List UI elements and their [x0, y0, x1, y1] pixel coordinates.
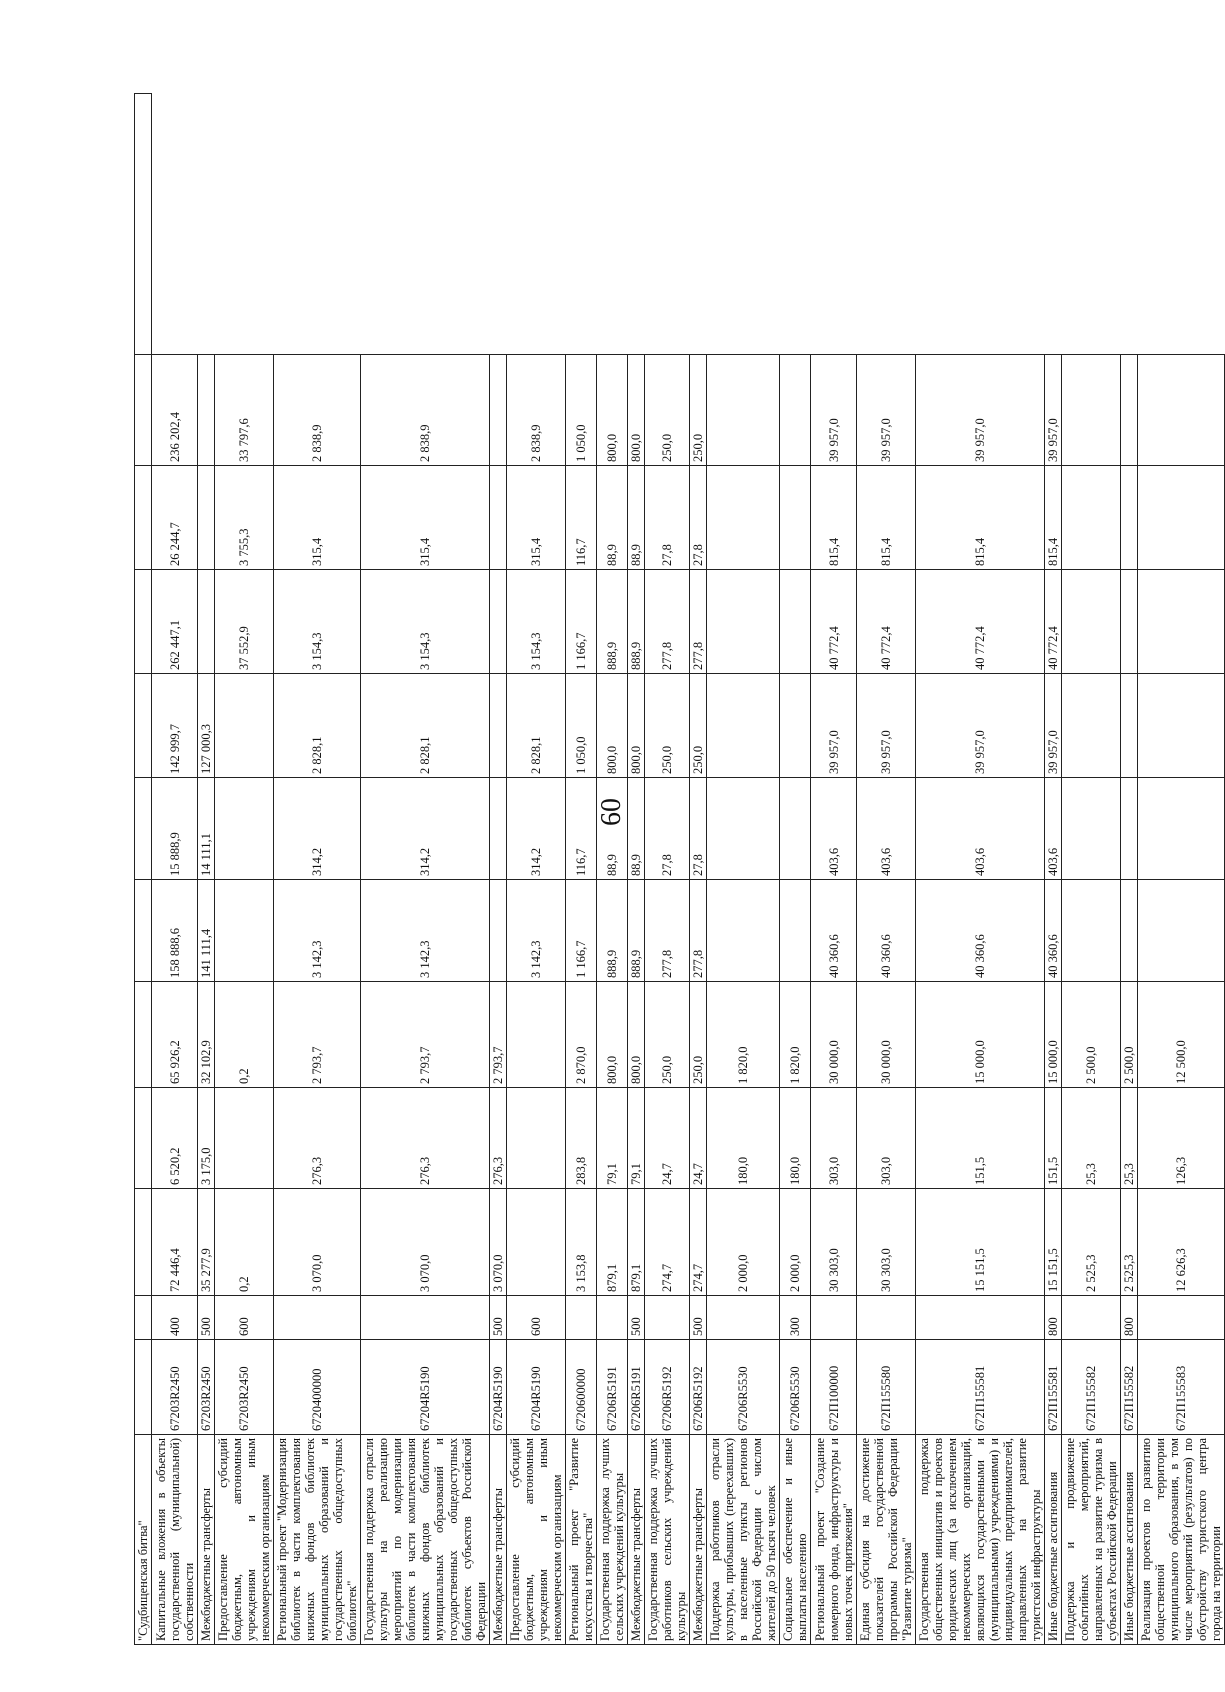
table-body [135, 94, 1225, 1645]
row-value-cell: 800,0 [628, 355, 645, 466]
row-value-cell: 815,4 [857, 466, 916, 570]
row-value-cell: 403,6 [916, 778, 1045, 880]
row-value-cell: 276,3 [274, 1088, 361, 1189]
row-value-cell: 72 446,4 [152, 1189, 198, 1296]
row-value-cell: 3 070,0 [490, 1189, 507, 1296]
row-value-cell: 2 525,3 [1062, 1189, 1121, 1296]
row-code-cell: 67206R5530 [707, 1340, 780, 1435]
row-value-cell [135, 1189, 152, 1296]
row-value-cell: 151,5 [1045, 1088, 1062, 1189]
row-value-cell: 25,3 [1062, 1088, 1121, 1189]
row-value-cell: 27,8 [645, 466, 690, 570]
row-name-cell: Государственная поддержка отрасли культуры на реализацию мероприятий по модернизации библиотек в части комплектования книжных фондов библиотек муниципальных образований и государственных общедоступных библиотек субъектов Российской Федерации [361, 1435, 490, 1645]
row-value-cell: 39 957,0 [916, 355, 1045, 466]
row-value-cell: 815,4 [1045, 466, 1062, 570]
row-value-cell [135, 778, 152, 880]
row-value-cell: 314,2 [361, 778, 490, 880]
row-value-cell: 3 142,3 [507, 880, 566, 982]
row-value-cell: 24,7 [645, 1088, 690, 1189]
row-value-cell [1121, 674, 1138, 778]
row-name-cell: Региональный проект "Развитие искусства и творчества" [566, 1435, 597, 1645]
row-value-cell [135, 466, 152, 570]
row-value-cell [1062, 570, 1121, 674]
row-value-cell [490, 880, 507, 982]
table-row [566, 94, 597, 1645]
row-value-cell: 276,3 [361, 1088, 490, 1189]
row-value-cell [1062, 466, 1121, 570]
row-value-cell [1138, 880, 1225, 982]
row-value-cell: 3 142,3 [274, 880, 361, 982]
row-code-cell: 672П155581 [1045, 1340, 1062, 1435]
row-value-cell [780, 880, 811, 982]
row-value-cell: 40 772,4 [1045, 570, 1062, 674]
row-value-cell [215, 1088, 274, 1189]
row-value-cell: 403,6 [811, 778, 857, 880]
row-name-cell: Предоставление субсидий бюджетным, автономным учреждениям и иным некоммерческим организациям [215, 1435, 274, 1645]
row-value-cell [1121, 880, 1138, 982]
row-vr-cell [811, 1296, 857, 1340]
row-name-cell: "Судбищенская битва" [135, 1435, 152, 1645]
row-value-cell: 2 828,1 [361, 674, 490, 778]
row-value-cell: 3 175,0 [198, 1088, 215, 1189]
row-value-cell [490, 778, 507, 880]
row-value-cell: 2 870,0 [566, 982, 597, 1088]
row-vr-cell [597, 1296, 628, 1340]
row-value-cell: 116,7 [566, 778, 597, 880]
row-vr-cell: 500 [690, 1296, 707, 1340]
table-row [507, 94, 566, 1645]
row-value-cell: 30 000,0 [857, 982, 916, 1088]
table-row [690, 94, 707, 1645]
row-value-cell: 88,9 [597, 466, 628, 570]
table-row [811, 94, 857, 1645]
row-code-cell [135, 1340, 152, 1435]
row-value-cell: 39 957,0 [916, 674, 1045, 778]
row-value-cell [135, 570, 152, 674]
row-value-cell: 800,0 [597, 982, 628, 1088]
row-value-cell [1138, 466, 1225, 570]
row-value-cell: 2 500,0 [1121, 982, 1138, 1088]
row-value-cell: 27,8 [690, 466, 707, 570]
row-name-cell: Капитальные вложения в объекты государственной (муниципальной) собственности [152, 1435, 198, 1645]
row-vr-cell [274, 1296, 361, 1340]
row-name-cell: Государственная поддержка лучших сельских учреждений культуры [597, 1435, 628, 1645]
row-value-cell: 1 166,7 [566, 880, 597, 982]
row-value-cell: 30 000,0 [811, 982, 857, 1088]
row-value-cell [707, 674, 780, 778]
row-value-cell: 126,3 [1138, 1088, 1225, 1189]
row-value-cell [215, 778, 274, 880]
row-value-cell: 180,0 [780, 1088, 811, 1189]
row-value-cell: 39 957,0 [857, 355, 916, 466]
row-value-cell [198, 570, 215, 674]
row-value-cell [1121, 778, 1138, 880]
row-value-cell: 12 500,0 [1138, 982, 1225, 1088]
row-value-cell: 250,0 [645, 674, 690, 778]
row-code-cell: 67204R5190 [507, 1340, 566, 1435]
table-row [628, 94, 645, 1645]
table-row [1121, 94, 1138, 1645]
row-value-cell: 250,0 [690, 674, 707, 778]
row-value-cell: 250,0 [645, 355, 690, 466]
row-value-cell: 40 360,6 [916, 880, 1045, 982]
row-value-cell: 30 303,0 [857, 1189, 916, 1296]
row-value-cell: 262 447,1 [152, 570, 198, 674]
row-vr-cell: 300 [780, 1296, 811, 1340]
row-value-cell: 250,0 [690, 355, 707, 466]
table-row [645, 94, 690, 1645]
row-vr-cell [707, 1296, 780, 1340]
row-value-cell [490, 570, 507, 674]
row-value-cell: 40 360,6 [811, 880, 857, 982]
row-value-cell [707, 778, 780, 880]
row-code-cell: 67203R2450 [152, 1340, 198, 1435]
row-value-cell: 1 050,0 [566, 355, 597, 466]
row-value-cell [507, 1088, 566, 1189]
row-value-cell [707, 466, 780, 570]
row-value-cell: 27,8 [690, 778, 707, 880]
row-value-cell: 274,7 [645, 1189, 690, 1296]
row-value-cell: 3 154,3 [361, 570, 490, 674]
row-value-cell: 879,1 [597, 1189, 628, 1296]
row-value-cell: 65 926,2 [152, 982, 198, 1088]
row-value-cell [1121, 355, 1138, 466]
row-value-cell: 180,0 [707, 1088, 780, 1189]
row-vr-cell: 800 [1045, 1296, 1062, 1340]
row-value-cell: 888,9 [597, 570, 628, 674]
row-vr-cell [857, 1296, 916, 1340]
row-name-cell: Предоставление субсидий бюджетным, автономным учреждениям и иным некоммерческим организациям [507, 1435, 566, 1645]
row-value-cell [198, 466, 215, 570]
row-value-cell [707, 570, 780, 674]
row-value-cell: 800,0 [597, 674, 628, 778]
row-value-cell [1062, 674, 1121, 778]
row-value-cell [780, 674, 811, 778]
row-vr-cell: 800 [1121, 1296, 1138, 1340]
row-code-cell: 672П155581 [916, 1340, 1045, 1435]
row-value-cell: 3 142,3 [361, 880, 490, 982]
row-value-cell: 1 050,0 [566, 674, 597, 778]
row-value-cell: 40 772,4 [857, 570, 916, 674]
row-name-cell: Межбюджетные трансферты [628, 1435, 645, 1645]
row-name-cell: Реализация проектов по развитию общественной территории муниципального образования, в том числе мероприятий (результатов) по обустройству туристского центра города на территории [1138, 1435, 1225, 1645]
table-row [1045, 94, 1062, 1645]
row-value-cell: 151,5 [916, 1088, 1045, 1189]
row-value-cell: 39 957,0 [1045, 674, 1062, 778]
row-value-cell: 15 151,5 [916, 1189, 1045, 1296]
row-value-cell: 403,6 [857, 778, 916, 880]
row-value-cell: 32 102,9 [198, 982, 215, 1088]
row-value-cell: 2 838,9 [361, 355, 490, 466]
row-value-cell: 1 166,7 [566, 570, 597, 674]
row-value-cell: 2 793,7 [361, 982, 490, 1088]
row-value-cell [507, 1189, 566, 1296]
row-value-cell: 15 888,9 [152, 778, 198, 880]
row-value-cell: 2 838,9 [274, 355, 361, 466]
row-value-cell [1062, 778, 1121, 880]
row-value-cell: 2 828,1 [274, 674, 361, 778]
row-value-cell [135, 880, 152, 982]
row-value-cell: 12 626,3 [1138, 1189, 1225, 1296]
row-vr-cell [135, 1296, 152, 1340]
row-value-cell: 88,9 [628, 466, 645, 570]
row-name-cell: Региональный проект "Создание номерного фонда, инфраструктуры и новых точек притяжения" [811, 1435, 857, 1645]
row-value-cell: 236 202,4 [152, 355, 198, 466]
row-value-cell: 142 999,7 [152, 674, 198, 778]
row-code-cell: 672П100000 [811, 1340, 857, 1435]
row-value-cell: 315,4 [274, 466, 361, 570]
row-code-cell: 6720400000 [274, 1340, 361, 1435]
row-value-cell [707, 355, 780, 466]
row-vr-cell [566, 1296, 597, 1340]
row-value-cell: 800,0 [628, 982, 645, 1088]
row-value-cell: 2 000,0 [780, 1189, 811, 1296]
row-vr-cell [1138, 1296, 1225, 1340]
row-value-cell: 277,8 [645, 570, 690, 674]
row-code-cell: 67203R2450 [198, 1340, 215, 1435]
row-value-cell [1062, 880, 1121, 982]
table-row [152, 94, 198, 1645]
row-value-cell [135, 355, 152, 466]
row-vr-cell [645, 1296, 690, 1340]
row-value-cell: 158 888,6 [152, 880, 198, 982]
row-value-cell: 39 957,0 [857, 674, 916, 778]
row-value-cell: 277,8 [690, 570, 707, 674]
row-value-cell: 277,8 [645, 880, 690, 982]
row-value-cell: 25,3 [1121, 1088, 1138, 1189]
row-vr-cell: 500 [628, 1296, 645, 1340]
row-value-cell: 276,3 [490, 1088, 507, 1189]
row-value-cell [1121, 570, 1138, 674]
row-value-cell [780, 466, 811, 570]
table-row [215, 94, 274, 1645]
row-value-cell: 0,2 [215, 982, 274, 1088]
row-vr-cell [361, 1296, 490, 1340]
row-value-cell: 88,9 [628, 778, 645, 880]
row-value-cell: 15 151,5 [1045, 1189, 1062, 1296]
row-value-cell: 39 957,0 [1045, 355, 1062, 466]
row-value-cell: 37 552,9 [215, 570, 274, 674]
table-row [857, 94, 916, 1645]
row-value-cell: 40 772,4 [916, 570, 1045, 674]
row-value-cell [1138, 674, 1225, 778]
row-name-cell: Региональный проект "Модернизация библиотек в части комплектования книжных фондов библиотек муниципальных образований и государственных общедоступных библиотек" [274, 1435, 361, 1645]
row-value-cell: 250,0 [690, 982, 707, 1088]
row-value-cell [135, 1088, 152, 1189]
row-value-cell [198, 355, 215, 466]
row-value-cell: 79,1 [628, 1088, 645, 1189]
row-value-cell: 33 797,6 [215, 355, 274, 466]
row-value-cell: 15 000,0 [1045, 982, 1062, 1088]
row-value-cell: 27,8 [645, 778, 690, 880]
row-value-cell: 815,4 [811, 466, 857, 570]
table-row [274, 94, 361, 1645]
row-value-cell: 24,7 [690, 1088, 707, 1189]
row-code-cell: 672П155582 [1121, 1340, 1138, 1435]
row-value-cell: 1 820,0 [780, 982, 811, 1088]
row-vr-cell: 600 [507, 1296, 566, 1340]
row-value-cell: 39 957,0 [811, 674, 857, 778]
row-name-cell: Иные бюджетные ассигнования [1045, 1435, 1062, 1645]
row-code-cell: 672П155580 [857, 1340, 916, 1435]
row-value-cell: 127 000,3 [198, 674, 215, 778]
table-row [490, 94, 507, 1645]
row-code-cell: 672П155582 [1062, 1340, 1121, 1435]
page-number: 60 [596, 798, 627, 826]
row-code-cell: 6720600000 [566, 1340, 597, 1435]
row-value-cell: 40 360,6 [1045, 880, 1062, 982]
row-name-cell: Государственная поддержка общественных инициатив и проектов юридических лиц (за исключением некоммерческих организаций, являющихся государственными и (муниципальными) учреждениями) и индивидуальных предпринимателей, направленных на развитие туристской инфраструктуры [916, 1435, 1045, 1645]
row-value-cell: 315,4 [361, 466, 490, 570]
row-value-cell: 277,8 [690, 880, 707, 982]
row-value-cell: 1 820,0 [707, 982, 780, 1088]
row-value-cell: 315,4 [507, 466, 566, 570]
row-value-cell: 40 772,4 [811, 570, 857, 674]
row-vr-cell [1062, 1296, 1121, 1340]
row-code-cell: 67204R5190 [490, 1340, 507, 1435]
row-value-cell: 30 303,0 [811, 1189, 857, 1296]
row-value-cell [1121, 466, 1138, 570]
row-value-cell: 283,8 [566, 1088, 597, 1189]
row-name-cell: Поддержка и продвижение событийных мероприятий, направленных на развитие туризма в субъектах Российской Федерации [1062, 1435, 1121, 1645]
row-value-cell: 2 838,9 [507, 355, 566, 466]
row-value-cell [780, 355, 811, 466]
row-value-cell: 888,9 [628, 570, 645, 674]
row-value-cell [215, 674, 274, 778]
table-row [916, 94, 1045, 1645]
row-code-cell: 67206R5191 [628, 1340, 645, 1435]
row-name-cell: Единая субсидия на достижение показателей государственной программы Российской Федерации "Развитие туризма" [857, 1435, 916, 1645]
row-value-cell: 303,0 [857, 1088, 916, 1189]
row-value-cell [490, 466, 507, 570]
row-value-cell: 250,0 [645, 982, 690, 1088]
row-code-cell: 67203R2450 [215, 1340, 274, 1435]
row-name-cell: Социальное обеспечение и иные выплаты населению [780, 1435, 811, 1645]
row-value-cell: 14 111,1 [198, 778, 215, 880]
row-vr-cell: 400 [152, 1296, 198, 1340]
row-value-cell: 39 957,0 [811, 355, 857, 466]
row-code-cell: 67206R5192 [690, 1340, 707, 1435]
row-code-cell: 67206R5192 [645, 1340, 690, 1435]
row-value-cell: 303,0 [811, 1088, 857, 1189]
row-vr-cell [916, 1296, 1045, 1340]
row-vr-cell: 500 [198, 1296, 215, 1340]
row-code-cell: 67206R5530 [780, 1340, 811, 1435]
row-name-cell: Межбюджетные трансферты [690, 1435, 707, 1645]
table-row [361, 94, 490, 1645]
row-value-cell: 3 070,0 [274, 1189, 361, 1296]
row-code-cell: 67206R5191 [597, 1340, 628, 1435]
row-value-cell: 3 153,8 [566, 1189, 597, 1296]
row-name-cell: Иные бюджетные ассигнования [1121, 1435, 1138, 1645]
row-value-cell: 314,2 [274, 778, 361, 880]
row-value-cell [507, 982, 566, 1088]
row-value-cell: 79,1 [597, 1088, 628, 1189]
table-row [597, 94, 628, 1645]
row-value-cell [490, 355, 507, 466]
row-value-cell: 2 828,1 [507, 674, 566, 778]
row-value-cell: 274,7 [690, 1189, 707, 1296]
row-name-cell: Межбюджетные трансферты [198, 1435, 215, 1645]
table-row [780, 94, 811, 1645]
table-row [198, 94, 215, 1645]
row-value-cell [1138, 355, 1225, 466]
row-value-cell: 3 154,3 [274, 570, 361, 674]
row-code-cell: 672П155583 [1138, 1340, 1225, 1435]
row-value-cell: 26 244,7 [152, 466, 198, 570]
table-row [1138, 94, 1225, 1645]
row-value-cell [780, 570, 811, 674]
row-vr-cell: 500 [490, 1296, 507, 1340]
row-value-cell [780, 778, 811, 880]
row-value-cell: 2 000,0 [707, 1189, 780, 1296]
row-value-cell [215, 880, 274, 982]
row-value-cell [1062, 355, 1121, 466]
row-value-cell: 35 277,9 [198, 1189, 215, 1296]
row-value-cell: 6 520,2 [152, 1088, 198, 1189]
row-vr-cell: 600 [215, 1296, 274, 1340]
row-value-cell: 879,1 [628, 1189, 645, 1296]
row-value-cell: 0,2 [215, 1189, 274, 1296]
row-value-cell [1138, 778, 1225, 880]
row-value-cell: 403,6 [1045, 778, 1062, 880]
table-row [135, 94, 152, 1645]
row-value-cell [135, 982, 152, 1088]
row-value-cell [135, 94, 152, 355]
row-value-cell: 3 755,3 [215, 466, 274, 570]
row-code-cell: 67204R5190 [361, 1340, 490, 1435]
row-value-cell: 15 000,0 [916, 982, 1045, 1088]
row-value-cell [135, 674, 152, 778]
row-value-cell: 2 793,7 [490, 982, 507, 1088]
row-value-cell [1138, 570, 1225, 674]
table-row [707, 94, 780, 1645]
row-value-cell: 314,2 [507, 778, 566, 880]
row-value-cell [707, 880, 780, 982]
row-value-cell: 116,7 [566, 466, 597, 570]
row-value-cell: 2 500,0 [1062, 982, 1121, 1088]
table-row [1062, 94, 1121, 1645]
row-name-cell: Межбюджетные трансферты [490, 1435, 507, 1645]
row-value-cell: 800,0 [628, 674, 645, 778]
row-value-cell: 888,9 [628, 880, 645, 982]
row-value-cell: 141 111,4 [198, 880, 215, 982]
budget-table [134, 93, 1225, 1645]
row-value-cell: 3 070,0 [361, 1189, 490, 1296]
row-value-cell: 88,9 [597, 778, 628, 880]
row-value-cell: 40 360,6 [857, 880, 916, 982]
row-value-cell: 888,9 [597, 880, 628, 982]
row-value-cell: 3 154,3 [507, 570, 566, 674]
budget-table-container [134, 93, 1223, 1645]
row-value-cell: 800,0 [597, 355, 628, 466]
row-value-cell: 815,4 [916, 466, 1045, 570]
row-value-cell [490, 674, 507, 778]
row-value-cell: 2 525,3 [1121, 1189, 1138, 1296]
row-name-cell: Поддержка работников отрасли культуры, прибывших (переехавших) в населенные пункты регионов Российской Федерации с числом жителей до 50 тысяч человек [707, 1435, 780, 1645]
row-value-cell: 2 793,7 [274, 982, 361, 1088]
row-name-cell: Государственная поддержка лучших работников сельских учреждений культуры [645, 1435, 690, 1645]
